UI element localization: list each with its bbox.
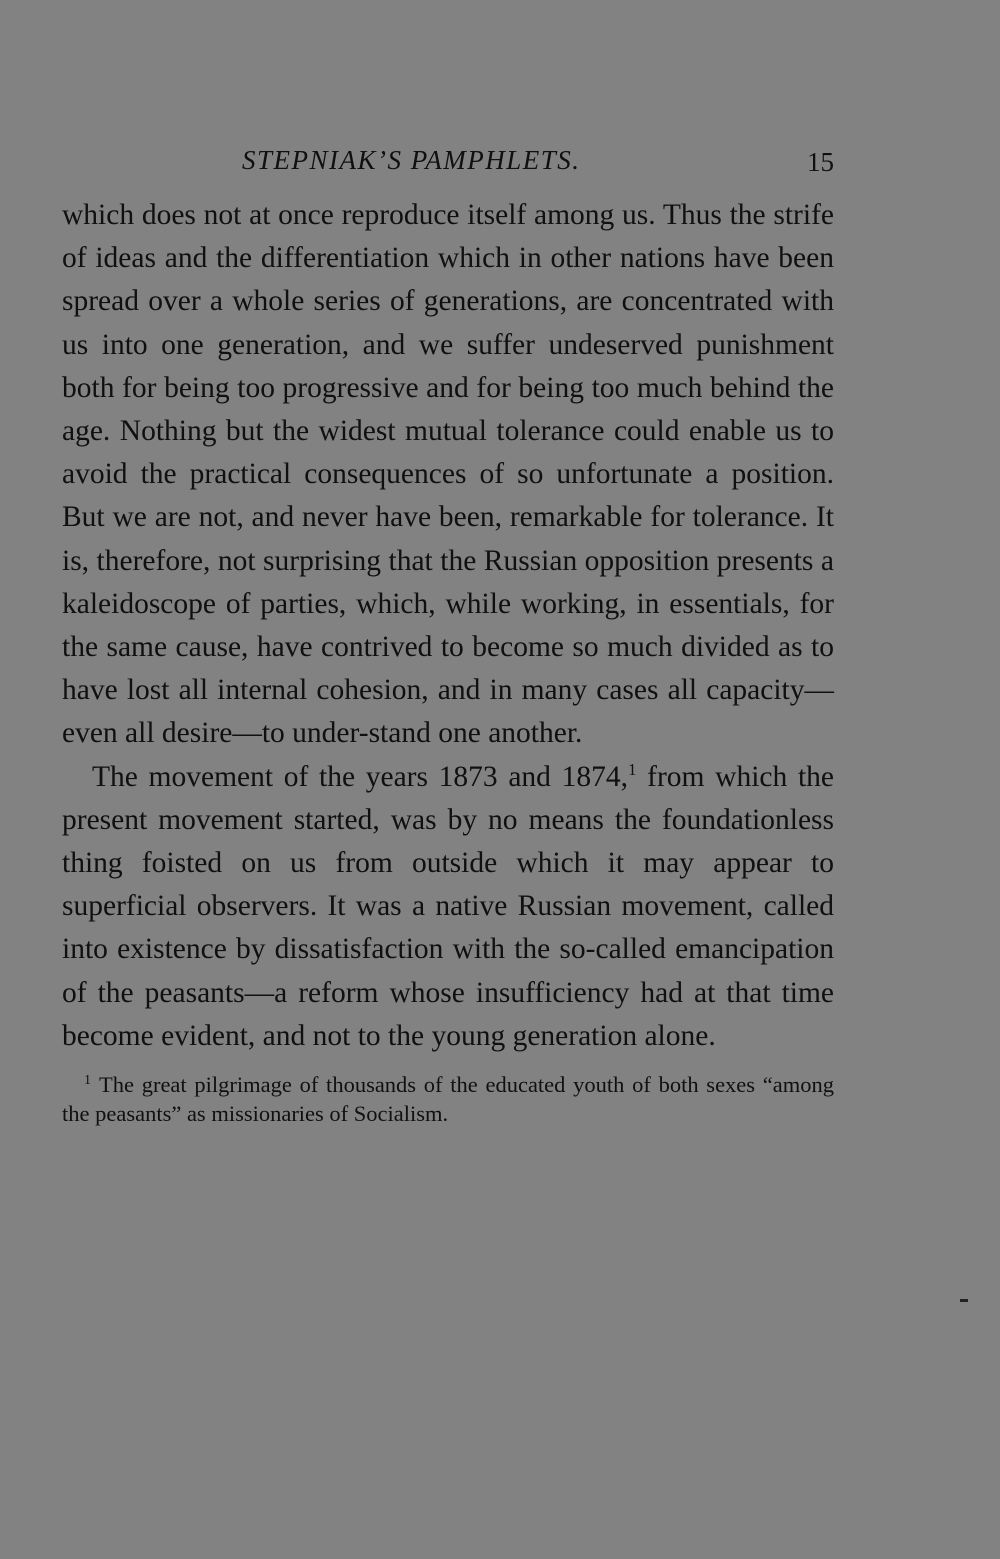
footnote-mark: 1 xyxy=(84,1072,91,1088)
running-title: STEPNIAK’S PAMPHLETS. xyxy=(242,145,581,175)
footnote-text: The great pilgrimage of thousands of the educated youth of both sexes “among the peasants” as missionaries of Socialism. xyxy=(62,1072,834,1127)
footnote xyxy=(62,1070,834,1128)
paragraph-2 xyxy=(62,756,834,1058)
page-number: 15 xyxy=(807,147,834,177)
footnote-reference: 1 xyxy=(627,759,637,779)
paragraph-2-rest: from which the present movement started, was by no means the foundationless thing foisted on us from outside which it may appear to superficial observers. It was a native Russian movement, called into existence by dissatisfaction with the so-called emancipation of the peasants—a reform whose insufficiency had at that time become evident, and not to the young generation alone. xyxy=(62,760,834,1052)
running-head xyxy=(62,140,834,180)
scan-speck xyxy=(960,1299,968,1302)
body-text xyxy=(62,194,834,1058)
paragraph-1: which does not at once reproduce itself among us. Thus the strife of ideas and the differentiation which in other nations have been spread over a whole series of generations, are concentrated with us into one generation, and we suffer undeserved punishment both for being too progressive and for being too much behind the age. Nothing but the widest mutual tolerance could enable us to avoid the practical consequences of so unfortunate a position. But we are not, and never have been, remarkable for tolerance. It is, therefore, not surprising that the Russian opposition presents a kaleidoscope of parties, which, while working, in essentials, for the same cause, have contrived to become so much divided as to have lost all internal cohesion, and in many cases all capacity—even all desire—to under-stand one another. xyxy=(62,199,834,750)
paragraph-2-start: The movement of the years 1873 and 1874, xyxy=(92,760,628,793)
book-page xyxy=(62,140,834,1128)
